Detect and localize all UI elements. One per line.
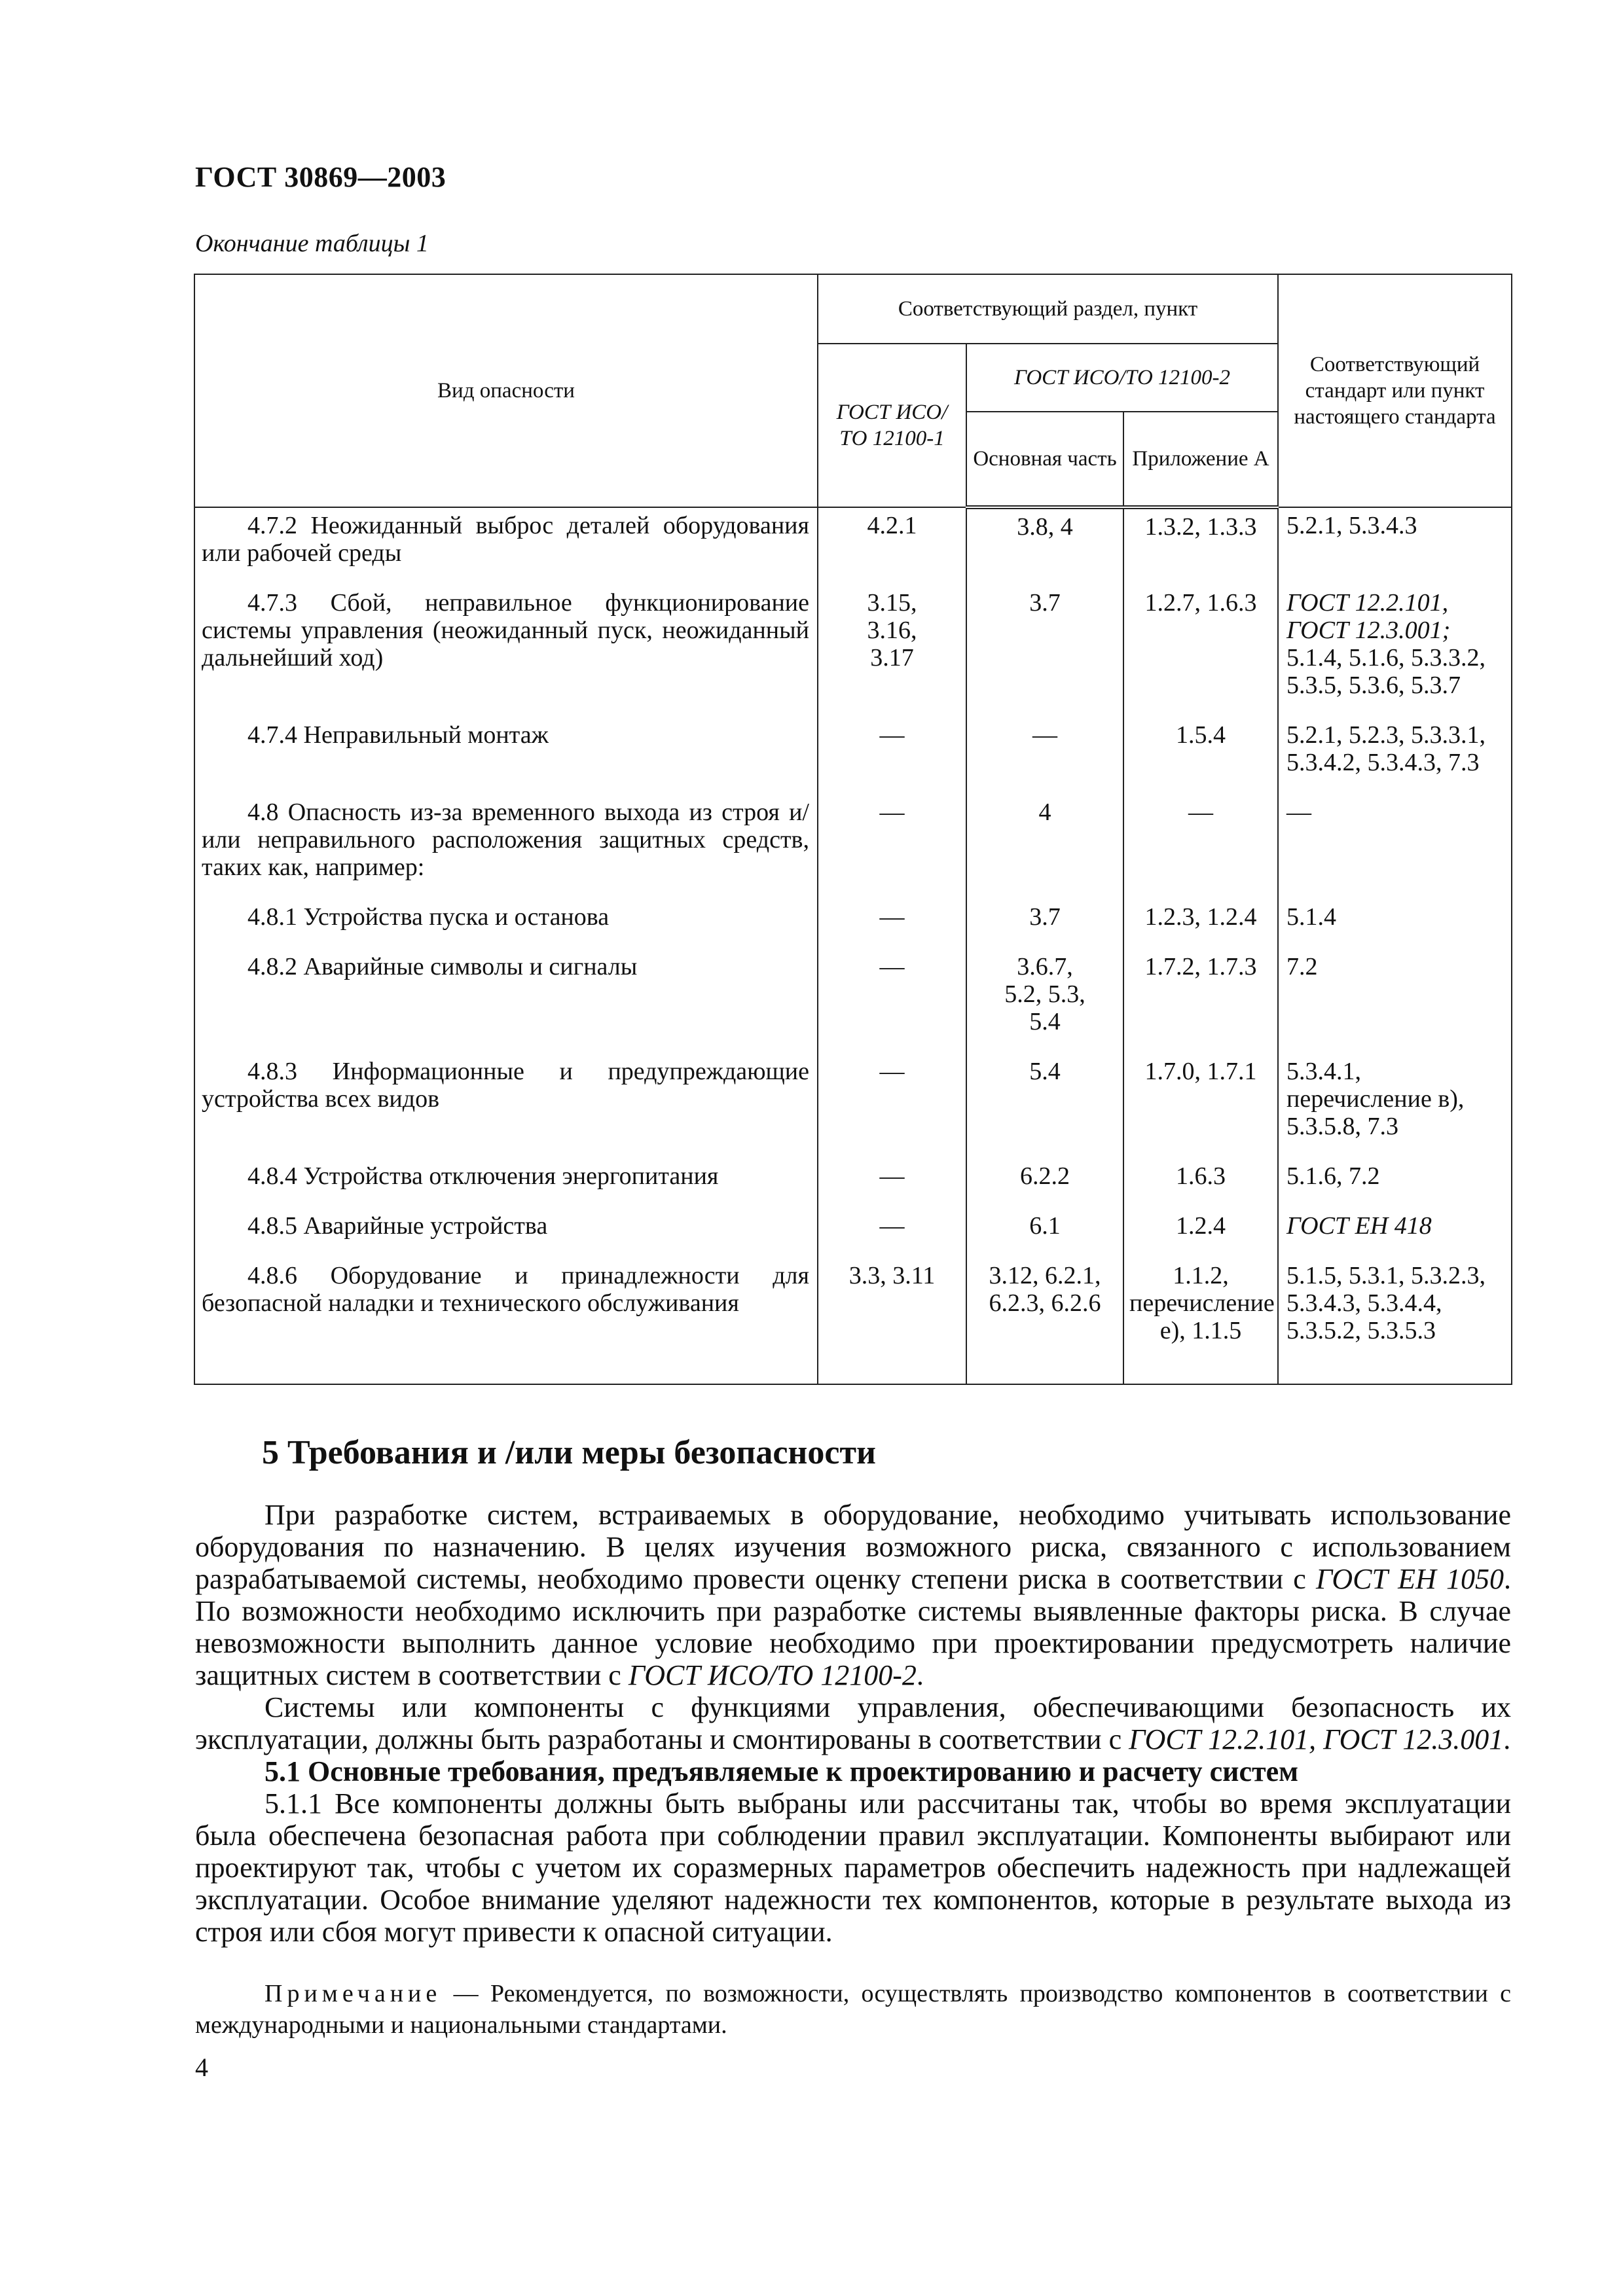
standard-cell: 5.1.6, 7.2: [1278, 1158, 1512, 1208]
main-part-cell: 3.8, 4: [966, 507, 1123, 585]
paragraph-2-text-a: Системы или компоненты с функциями управления, обеспечивающими безопасность их эксплуатации, должны быть разработаны и смонтированы в соответствии с: [195, 1691, 1511, 1755]
paragraph-2-text-c: .: [1503, 1723, 1511, 1755]
paragraph-1-ref-2: ГОСТ ИСО/ТО 12100-2: [628, 1659, 917, 1691]
hazard-cell: 4.7.3 Сбой, неправильное функционирование системы управления (неожиданный пуск, неожиданный дальнейший ход): [194, 585, 818, 717]
main-part-cell: 4: [966, 795, 1123, 899]
iso1-cell: —: [818, 717, 966, 795]
annex-cell: 1.2.7, 1.6.3: [1123, 585, 1278, 717]
hazard-cell: 4.8.4 Устройства отключения энергопитания: [194, 1158, 818, 1208]
annex-cell: 1.6.3: [1123, 1158, 1278, 1208]
note-label: Примечание: [264, 1980, 442, 2007]
header-standard: Соответствующий стандарт или пункт настоящего стандарта: [1278, 274, 1512, 507]
paragraph-2: [195, 1691, 1511, 1755]
paragraph-3: 5.1.1 Все компоненты должны быть выбраны или рассчитаны так, чтобы во время эксплуатации была обеспечена безопасная работа при соблюдении правил эксплуатации. Компоненты выбирают или проектируют так, чтобы с учетом их соразмерных параметров обеспечить надежность при надлежащей эксплуатации. Особое внимание уделяют надежности тех компонентов, которые в результате выхода из строя или сбоя могут привести к опасной ситуации.: [195, 1787, 1511, 1948]
iso1-cell: —: [818, 795, 966, 899]
table-row: [194, 1054, 1512, 1158]
main-part-cell: 3.12, 6.2.1, 6.2.3, 6.2.6: [966, 1258, 1123, 1384]
header-main-part: Основная часть: [966, 412, 1123, 507]
hazard-cell: 4.8.1 Устройства пуска и останова: [194, 899, 818, 949]
hazard-cell: 4.8.2 Аварийные символы и сигналы: [194, 949, 818, 1054]
hazard-cell: 4.8.5 Аварийные устройства: [194, 1208, 818, 1258]
paragraph-1-text-a: При разработке систем, встраиваемых в оборудование, необходимо учитывать использование оборудования по назначению. В целях изучения возможного риска, связанного с использованием разрабатываемой системы, необходимо провести оценку степени риска в соответствии с: [195, 1499, 1511, 1595]
annex-cell: 1.7.2, 1.7.3: [1123, 949, 1278, 1054]
iso1-cell: —: [818, 1158, 966, 1208]
paragraph-1-text-b: . По возможности необходимо исключить при разработке системы выявленные факторы риска. В случае невозможности выполнить данное условие необходимо при проектировании предусмотреть наличие защитных систем в соответствии с: [195, 1563, 1511, 1691]
hazard-cell: 4.7.2 Неожиданный выброс деталей оборудования или рабочей среды: [194, 507, 818, 585]
hazard-cell: 4.8 Опасность из-за временного выхода из строя и/или неправильного расположения защитных средств, таких как, например:: [194, 795, 818, 899]
note-text: — Рекомендуется, по возможности, осуществлять производство компонентов в соответствии с международными и национальными стандартами.: [195, 1980, 1511, 2039]
annex-cell: 1.1.2, перечисление е), 1.1.5: [1123, 1258, 1278, 1384]
note-paragraph: [195, 1978, 1511, 2041]
standard-cell: [1278, 1208, 1512, 1258]
header-iso-12100-2: ГОСТ ИСО/ТО 12100-2: [966, 344, 1278, 412]
standard-cell: 7.2: [1278, 949, 1512, 1054]
paragraph-1-ref-1: ГОСТ ЕН 1050: [1315, 1563, 1504, 1595]
annex-cell: 1.5.4: [1123, 717, 1278, 795]
main-part-cell: 6.2.2: [966, 1158, 1123, 1208]
iso1-cell: 4.2.1: [818, 507, 966, 585]
annex-cell: 1.2.3, 1.2.4: [1123, 899, 1278, 949]
section-body: [195, 1499, 1511, 1948]
annex-cell: 1.7.0, 1.7.1: [1123, 1054, 1278, 1158]
annex-cell: 1.2.4: [1123, 1208, 1278, 1258]
annex-cell: 1.3.2, 1.3.3: [1123, 507, 1278, 585]
standard-cell: 5.2.1, 5.3.4.3: [1278, 507, 1512, 585]
table-row: [194, 899, 1512, 949]
annex-cell: —: [1123, 795, 1278, 899]
paragraph-1: [195, 1499, 1511, 1691]
subsection-title: 5.1 Основные требования, предъявляемые к проектированию и расчету систем: [264, 1755, 1299, 1787]
header-iso-12100-1: ГОСТ ИСО/ТО 12100-1: [818, 344, 966, 507]
table-caption: Окончание таблицы 1: [195, 230, 429, 257]
table-row: [194, 585, 1512, 717]
table-row: [194, 949, 1512, 1054]
standard-cell: 5.1.5, 5.3.1, 5.3.2.3, 5.3.4.3, 5.3.4.4, 5.3.5.2, 5.3.5.3: [1278, 1258, 1512, 1384]
standard-cell: 5.2.1, 5.2.3, 5.3.3.1, 5.3.4.2, 5.3.4.3, 7.3: [1278, 717, 1512, 795]
standard-cell: —: [1278, 795, 1512, 899]
main-part-cell: 3.7: [966, 585, 1123, 717]
section-title: 5 Требования и /или меры безопасности: [262, 1434, 876, 1471]
page-number: 4: [195, 2053, 208, 2082]
table-row: [194, 507, 1512, 585]
iso1-cell: [818, 585, 966, 717]
hazard-cell: 4.8.3 Информационные и предупреждающие устройства всех видов: [194, 1054, 818, 1158]
main-part-cell: —: [966, 717, 1123, 795]
note: [195, 1978, 1511, 2041]
document-header-title: ГОСТ 30869—2003: [195, 161, 447, 193]
hazard-table: [194, 274, 1512, 1385]
main-part-cell: 6.1: [966, 1208, 1123, 1258]
standard-cell: 5.3.4.1, перечисление в), 5.3.5.8, 7.3: [1278, 1054, 1512, 1158]
standard-cell: [1278, 585, 1512, 717]
table-row: [194, 1158, 1512, 1208]
paragraph-1-text-c: .: [916, 1659, 924, 1691]
standard-ref-italic: ГОСТ ЕН 418: [1286, 1212, 1432, 1240]
iso1-cell: —: [818, 949, 966, 1054]
iso1-cell: —: [818, 899, 966, 949]
iso1-cell-text: 3.15, 3.16, 3.17: [867, 589, 917, 672]
header-section-group: Соответствующий раздел, пункт: [818, 274, 1278, 344]
iso1-cell: —: [818, 1208, 966, 1258]
paragraph-2-ref: ГОСТ 12.2.101, ГОСТ 12.3.001: [1129, 1723, 1504, 1755]
header-annex-a: Приложение А: [1123, 412, 1278, 507]
main-part-cell: 5.4: [966, 1054, 1123, 1158]
hazard-cell: 4.7.4 Неправильный монтаж: [194, 717, 818, 795]
iso1-cell: —: [818, 1054, 966, 1158]
main-part-cell-text: 3.6.7, 5.2, 5.3, 5.4: [1004, 953, 1085, 1035]
table-row: [194, 1258, 1512, 1384]
main-part-cell: 3.7: [966, 899, 1123, 949]
table-row: [194, 717, 1512, 795]
standard-cell: 5.1.4: [1278, 899, 1512, 949]
main-part-cell: [966, 949, 1123, 1054]
table-row: [194, 795, 1512, 899]
standard-ref-text: 5.1.4, 5.1.6, 5.3.3.2, 5.3.5, 5.3.6, 5.3.7: [1286, 644, 1486, 699]
hazard-cell: 4.8.6 Оборудование и принадлежности для безопасной наладки и технического обслуживания: [194, 1258, 818, 1384]
header-hazard: Вид опасности: [194, 274, 818, 507]
table-row: [194, 1208, 1512, 1258]
iso1-cell: 3.3, 3.11: [818, 1258, 966, 1384]
standard-ref-italic: ГОСТ 12.2.101, ГОСТ 12.3.001;: [1286, 589, 1451, 644]
